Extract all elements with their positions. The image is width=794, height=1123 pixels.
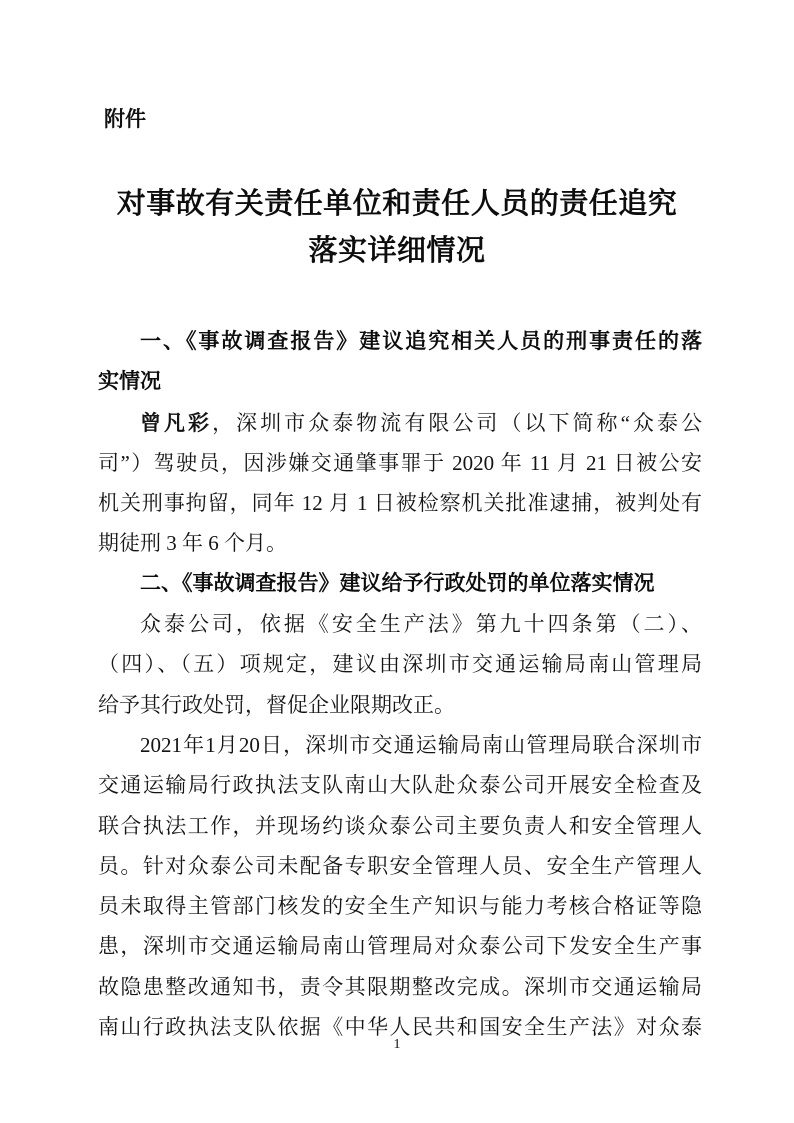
document-line: 患，深圳市交通运输局南山管理局对众泰公司下发安全生产事 bbox=[98, 934, 702, 959]
document-line: 曾凡彩，深圳市众泰物流有限公司（以下简称“众泰公 bbox=[140, 410, 702, 435]
document-title-line1: 对事故有关责任单位和责任人员的责任追究 bbox=[116, 188, 678, 220]
document-line: （四）、（五）项规定，建议由深圳市交通运输局南山管理局 bbox=[98, 652, 702, 677]
person-name-emphasis: 曾凡彩 bbox=[140, 410, 213, 435]
document-line: 实情况 bbox=[98, 370, 161, 394]
document-line: 交通运输局行政执法支队南山大队赴众泰公司开展安全检查及 bbox=[98, 773, 702, 798]
document-title bbox=[0, 181, 794, 275]
document-line: 2021年1月20日，深圳市交通运输局南山管理局联合深圳市 bbox=[140, 732, 702, 757]
document-line: 员。针对众泰公司未配备专职安全管理人员、安全生产管理人 bbox=[98, 853, 702, 878]
document-line: 给予其行政处罚，督促企业限期改正。 bbox=[98, 692, 455, 717]
document-body bbox=[98, 322, 702, 1047]
document-line: 南山行政执法支队依据《中华人民共和国安全生产法》对众泰 bbox=[98, 1015, 702, 1040]
document-line: 联合执法工作，并现场约谈众泰公司主要负责人和安全管理人 bbox=[98, 813, 702, 838]
document-line: 一、《事故调查报告》建议追究相关人员的刑事责任的落 bbox=[140, 330, 702, 353]
document-title-line2: 落实详细情况 bbox=[308, 235, 486, 267]
document-line: 众泰公司，依据《安全生产法》第九十四条第（二）、 bbox=[140, 612, 702, 637]
document-line: 司”）驾驶员，因涉嫌交通肇事罪于 2020 年 11 月 21 日被公安 bbox=[98, 450, 702, 475]
document-line: 机关刑事拘留，同年 12 月 1 日被检察机关批准逮捕，被判处有 bbox=[98, 491, 702, 516]
document-line: 期徒刑 3 年 6 个月。 bbox=[98, 531, 287, 556]
document-line: 故隐患整改通知书，责令其限期整改完成。深圳市交通运输局 bbox=[98, 974, 702, 999]
attachment-label: 附件 bbox=[104, 108, 146, 131]
document-line: 二、《事故调查报告》建议给予行政处罚的单位落实情况 bbox=[140, 571, 655, 595]
document-line: 员未取得主管部门核发的安全生产知识与能力考核合格证等隐 bbox=[98, 894, 702, 919]
page-number: 1 bbox=[393, 1037, 401, 1052]
